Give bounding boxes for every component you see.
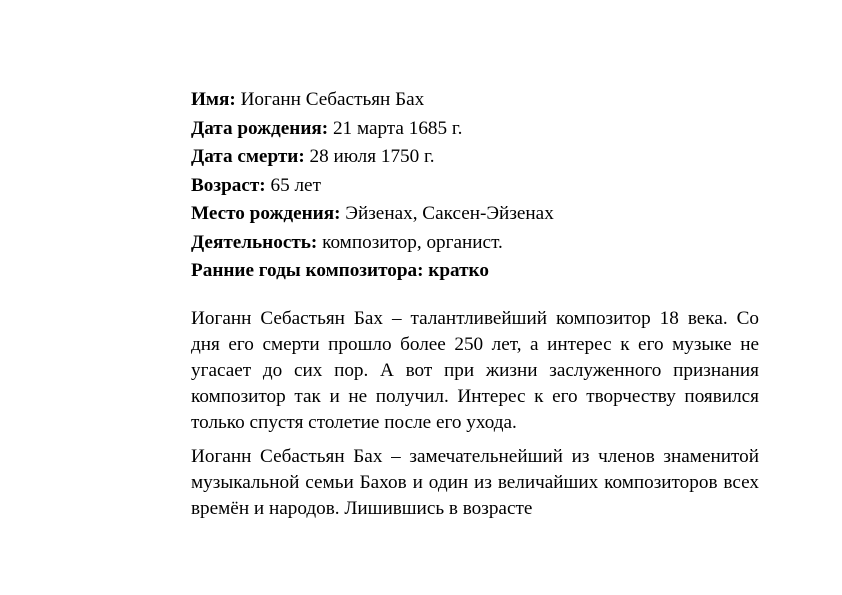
info-label: Место рождения:: [191, 203, 341, 224]
info-age: [191, 172, 759, 201]
info-label: Имя:: [191, 89, 236, 110]
info-value: композитор, органист.: [317, 231, 503, 253]
info-value: Иоганн Себастьян Бах: [235, 89, 425, 110]
paragraph: Иоганн Себастьян Бах – замечательнейший из членов знаменитой музыкальной семьи Бахов и один из величайших композиторов всех времён и народов. Лишившись в возрасте: [191, 445, 759, 519]
info-label: Дата рождения:: [191, 117, 329, 139]
document-content: [191, 86, 759, 522]
info-occupation: [191, 229, 759, 258]
info-value: Эйзенах, Саксен-Эйзенах: [340, 203, 554, 224]
info-label: Дата смерти:: [191, 146, 305, 167]
info-value: 65 лет: [265, 174, 321, 196]
info-birthplace: [191, 200, 759, 229]
section-heading: Ранние годы композитора: кратко: [191, 260, 489, 281]
info-birth-date: [191, 115, 759, 144]
paragraph: Иоганн Себастьян Бах – талантливейший композитор 18 века. Со дня его смерти прошло более 250 лет, а интерес к его музыке не угасает до сих пор. А вот при жизни заслуженного признания композитор так и не получил. Интерес к его творчеству появился только спустя столетие после его ухода.: [191, 307, 759, 433]
info-label: Возраст:: [191, 174, 266, 196]
info-death-date: [191, 143, 759, 172]
info-value: 28 июля 1750 г.: [304, 146, 435, 167]
info-value: 21 марта 1685 г.: [328, 117, 463, 139]
info-name: [191, 86, 759, 115]
info-label: Деятельность:: [191, 231, 318, 253]
